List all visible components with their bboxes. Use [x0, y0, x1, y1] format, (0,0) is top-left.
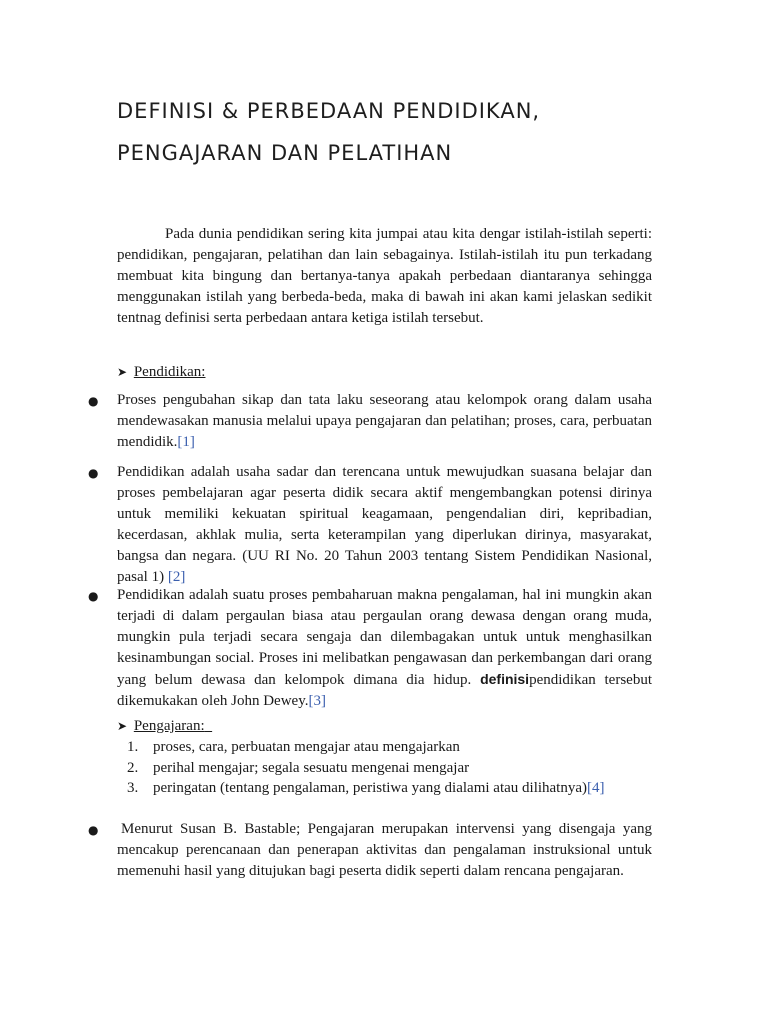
- citation-link[interactable]: [2]: [167, 569, 186, 585]
- document-title: [117, 90, 677, 174]
- item-number: 1.: [127, 739, 139, 755]
- title-line-1: DEFINISI & PERBEDAAN PENDIDIKAN,: [117, 99, 541, 123]
- citation-link[interactable]: [1]: [177, 434, 195, 450]
- item-number: 3.: [127, 780, 139, 796]
- item-text: proses, cara, perbuatan mengajar atau mengajarkan: [153, 739, 460, 755]
- item-text: perihal mengajar; segala sesuatu mengenai mengajar: [153, 759, 470, 776]
- item-text: peringatan (tentang pengalaman, peristiwa yang dialami atau dilihatnya): [153, 780, 588, 796]
- list-item-text-tail: pendidikan tersebut dikemukakan oleh John Dewey.: [117, 672, 652, 709]
- citation-link[interactable]: [3]: [308, 693, 326, 709]
- bullet-dot-icon: ●: [88, 823, 99, 837]
- title-line-2: PENGAJARAN DAN PELATIHAN: [117, 141, 453, 165]
- arrow-bullet-icon: ➤: [117, 719, 128, 733]
- numbered-item: [127, 758, 605, 779]
- list-item: [117, 462, 652, 588]
- arrow-bullet-icon: ➤: [117, 365, 128, 379]
- numbered-list: [127, 737, 605, 799]
- section-heading-pengajaran: [117, 716, 212, 736]
- bullet-dot-icon: ●: [88, 466, 99, 480]
- list-item: [117, 390, 652, 453]
- numbered-item: [127, 778, 605, 799]
- bullet-dot-icon: ●: [88, 589, 99, 603]
- numbered-item: [127, 737, 605, 758]
- bold-term: definisi: [480, 671, 530, 687]
- intro-paragraph: Pada dunia pendidikan sering kita jumpai atau kita dengar istilah-istilah seperti: pendidikan, pengajaran, pelatihan dan lain sebagainya. Istilah-istilah itu pun terkadang membuat kita bingung dan bertanya-tanya apakah perbedaan diantaranya sehingga menggunakan istilah yang berbeda-beda, maka di bawah ini akan kami jelaskan sedikit tentnag definisi serta perbedaan antara ketiga istilah tersebut.: [117, 226, 652, 326]
- section-heading-label: Pendidikan:: [133, 364, 206, 380]
- list-item-text: Proses pengubahan sikap dan tata laku seseorang atau kelompok orang dalam usaha mendewasakan manusia melalui upaya pengajaran dan pelatihan; proses, cara, perbuatan mendidik.: [117, 392, 652, 450]
- citation-link[interactable]: [4]: [587, 780, 605, 796]
- list-item: Menurut Susan B. Bastable; Pengajaran merupakan intervensi yang disengaja yang mencakup perencanaan dan penerapan aktivitas dan pengalaman instruksional untuk memenuhi hasil yang ditujukan bagi peserta didik seperti dalam rencana pengajaran.: [117, 821, 652, 879]
- section-heading-pendidikan: [117, 362, 205, 382]
- section-heading-label: Pengajaran:: [133, 718, 205, 734]
- bullet-dot-icon: ●: [88, 394, 99, 408]
- item-number: 2.: [127, 759, 139, 776]
- list-item: [117, 585, 652, 712]
- list-item-text: Pendidikan adalah usaha sadar dan terencana untuk mewujudkan suasana belajar dan proses pembelajaran agar peserta didik secara aktif mengembangkan potensi dirinya untuk memiliki kekuatan spiritual keagamaan, pengendalian diri, kepribadian, kecerdasan, akhlak mulia, serta keterampilan yang diperlukan dirinya, masyarakat, bangsa dan negara. (UU RI No. 20 Tahun 2003 tentang Sistem Pendidikan Nasional, pasal 1): [117, 464, 652, 585]
- list-item-text: Pendidikan adalah suatu proses pembaharuan makna pengalaman, hal ini mungkin akan terjadi di dalam pergaulan biasa atau pergaulan orang dewasa dengan orang muda, mungkin pula terjadi secara sengaja dan dilembagakan untuk untuk menghasilkan kesinambungan social. Proses ini melibatkan pengawasan dan perkembangan dari orang yang belum dewasa dan kelompok dimana dia hidup.: [117, 587, 652, 688]
